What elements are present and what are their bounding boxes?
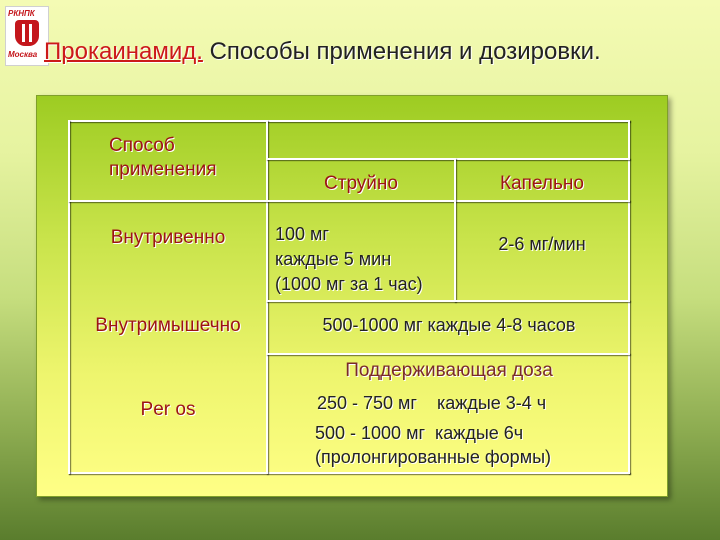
row-iv-bolus-line3: (1000 мг за 1 час) — [275, 274, 423, 294]
row-divider-3 — [266, 353, 630, 355]
row-iv-drip: 2-6 мг/мин — [498, 234, 586, 254]
logo-top-text: РКНПК — [8, 9, 35, 18]
row-iv-bolus-line1: 100 мг — [275, 224, 329, 244]
row-oral-dose-line2: 500 - 1000 мг каждые 6ч — [315, 423, 524, 443]
dosing-table-panel — [36, 95, 668, 497]
header-drip: Капельно — [500, 173, 584, 194]
row-oral-dose-line1: 250 - 750 мг каждые 3-4 ч — [317, 393, 547, 413]
row-iv-route: Внутривенно — [110, 227, 226, 248]
logo-mark-icon — [15, 20, 39, 46]
header-bolus: Струйно — [324, 173, 398, 194]
row-oral-dose-title: Поддерживающая доза — [345, 360, 553, 381]
logo-bottom-text: Москва — [8, 50, 38, 59]
table-border-right — [628, 120, 630, 474]
title-drug: Прокаинамид. — [44, 38, 203, 65]
row-oral-route: Per os — [140, 399, 196, 420]
row-iv-bolus-line2: каждые 5 мин — [275, 249, 392, 269]
row-im-dose: 500-1000 мг каждые 4-8 часов — [322, 315, 576, 335]
title-rest: Способы применения и дозировки. — [202, 38, 601, 65]
page-title — [44, 38, 601, 66]
table-border-top — [68, 120, 630, 122]
header-method: Способ применения — [109, 135, 217, 180]
table-border-bottom — [68, 472, 630, 474]
header-subdivider — [266, 158, 630, 160]
row-divider-header — [68, 200, 630, 202]
logo — [5, 6, 49, 66]
row-divider-2 — [266, 300, 630, 302]
row-im-route: Внутримышечно — [95, 315, 241, 336]
row-oral-dose-line3: (пролонгированные формы) — [315, 447, 552, 467]
